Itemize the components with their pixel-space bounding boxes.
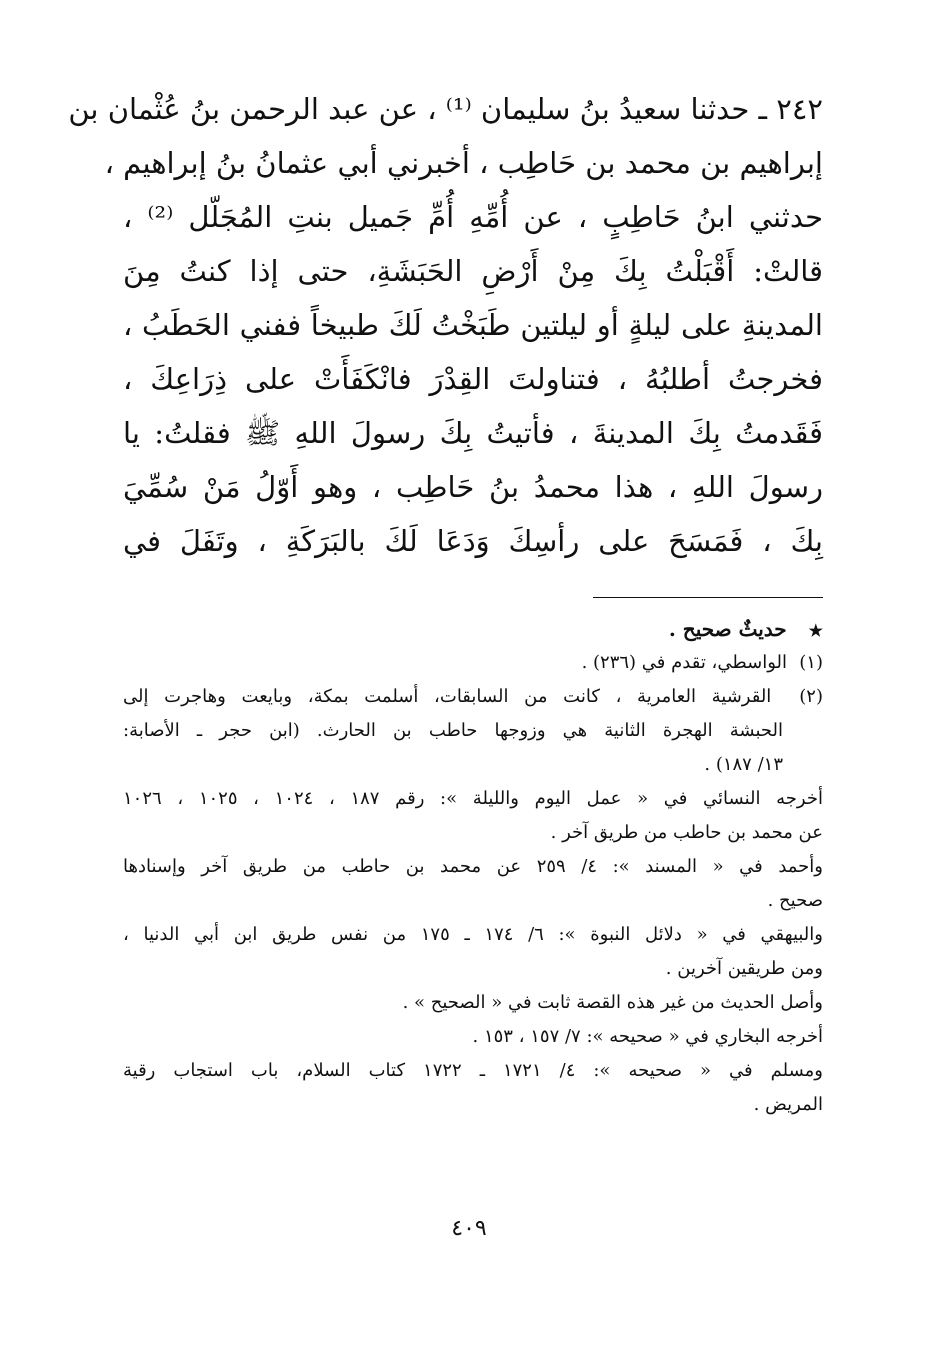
hadith-line: فخرجتُ أطلبُهُ ، فتناولتَ القِدْرَ فانْكَفَأَتْ على ذِرَاعِكَ ، [123, 362, 823, 396]
hadith-grade [123, 612, 823, 646]
footnote-text: الحبشة الهجرة الثانية هي وزوجها حاطب بن الحارث. (ابن حجر ـ الأصابة: [123, 720, 783, 741]
hadith-line: إبراهيم بن محمد بن حَاطِب ، أخبرني أبي عثمانُ بنُ إبراهيم ، [104, 146, 823, 180]
footnote-text: القرشية العامرية ، كانت من السابقات، أسلمت بمكة، وبايعت وهاجرت إلى [123, 686, 772, 707]
takhrij-line: عن محمد بن حاطب من طريق آخر . [550, 822, 823, 843]
footnote-marker: (٢) [799, 686, 823, 707]
takhrij-line: وأحمد في « المسند »: ٤/ ٢٥٩ عن محمد بن حاطب من طريق آخر وإسنادها [123, 856, 823, 877]
takhrij-line: أخرجه النسائي في « عمل اليوم والليلة »: رقم ١٨٧ ، ١٠٢٤ ، ١٠٢٥ ، ١٠٢٦ [123, 788, 823, 809]
hadith-line: بِكَ ، فَمَسَحَ على رأسِكَ وَدَعَا لَكَ بالبَرَكَةِ ، وتَفَلَ في [123, 524, 823, 558]
hadith-text [68, 82, 824, 568]
takhrij-line: والبيهقي في « دلائل النبوة »: ٦/ ١٧٤ ـ ١٧٥ من نفس طريق ابن أبي الدنيا ، [123, 924, 823, 945]
footnote-1 [123, 646, 823, 680]
hadith-line: ٢٤٢ ـ حدثنا سعيدُ بنُ سليمان ⁽¹⁾ ، عن عبد الرحمن بنُ عُثْمان بن [68, 92, 823, 126]
takhrij-line: أخرجه البخاري في « صحيحه »: ٧/ ١٥٧ ، ١٥٣ . [472, 1026, 823, 1047]
hadith-line: فَقَدمتُ بِكَ المدينةَ ، فأتيتُ بِكَ رسولَ اللهِ ﷺ فقلتُ: يا [123, 416, 823, 450]
footnote-marker: (١) [799, 652, 823, 673]
footnotes [123, 612, 823, 1122]
footnote-divider [593, 597, 823, 598]
hadith-line: قالتْ: أَقْبَلْتُ بِكَ مِنْ أَرْضِ الحَبَشَةِ، حتى إذا كنتُ مِنَ [123, 254, 823, 288]
grade-text: حديثٌ صحيح . [668, 617, 787, 641]
footnote-2 [123, 680, 823, 714]
takhrij-line: وأصل الحديث من غير هذه القصة ثابت في « الصحيح » . [402, 992, 823, 1013]
star-icon: ★ [808, 621, 823, 640]
hadith-line: رسولَ اللهِ ، هذا محمدُ بنُ حَاطِب ، وهو أَوّلُ مَنْ سُمِّيَ [123, 470, 823, 504]
takhrij-line: ومسلم في « صحيحه »: ٤/ ١٧٢١ ـ ١٧٢٢ كتاب السلام، باب استجاب رقية [123, 1060, 823, 1081]
footnote-text: الواسطي، تقدم في (٢٣٦) . [581, 652, 787, 673]
takhrij-line: صحيح . [767, 890, 823, 911]
page-number: ٤٠٩ [451, 1216, 487, 1241]
takhrij-line: ومن طريقين آخرين . [665, 958, 823, 979]
footnote-text: ١٣/ ١٨٧) . [704, 754, 783, 775]
hadith-line: المدينةِ على ليلةٍ أو ليلتين طَبَخْتُ لَكَ طبيخاً ففني الحَطَبُ ، [123, 308, 823, 342]
hadith-line: حدثني ابنُ حَاطِبٍ ، عن أُمِّهِ أُمِّ جَميل بنتِ المُجَلّل ⁽²⁾ ، [123, 200, 824, 234]
takhrij-line: المريض . [753, 1094, 823, 1115]
